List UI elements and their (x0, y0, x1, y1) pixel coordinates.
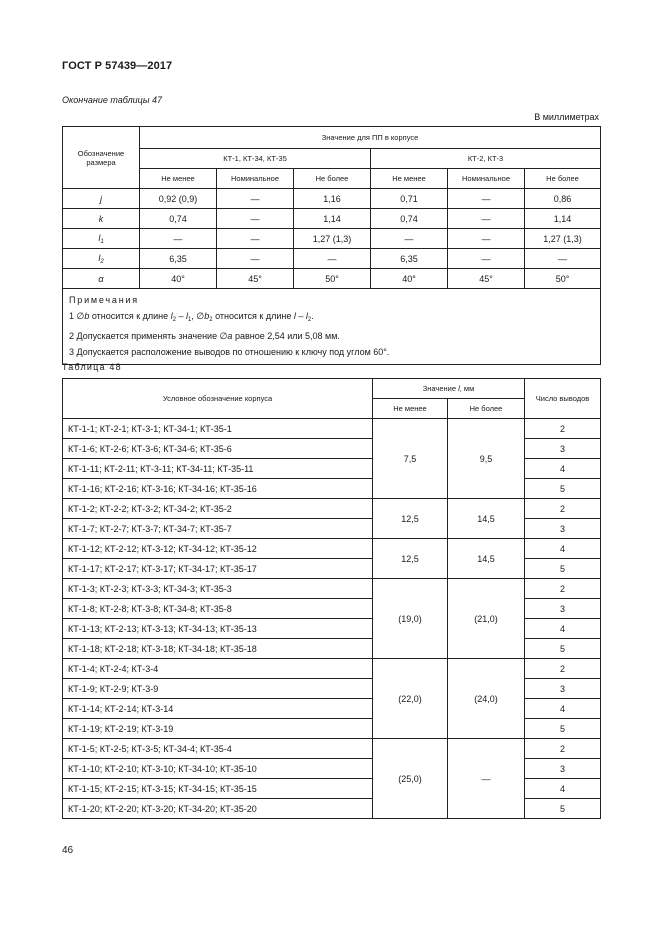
value-cell: 1,27 (1,3) (294, 229, 371, 249)
table-row (63, 739, 601, 759)
package-designation: КТ-1-9; КТ-2-9; КТ-3-9 (63, 679, 373, 699)
value-cell: 40° (140, 269, 217, 289)
package-designation: КТ-1-13; КТ-2-13; КТ-3-13; КТ-34-13; КТ-35-13 (63, 619, 373, 639)
value-cell: — (371, 229, 448, 249)
pin-count: 5 (525, 479, 601, 499)
value-cell: — (525, 249, 601, 269)
value-cell: — (448, 189, 525, 209)
subheader-max: Не более (448, 399, 525, 419)
subheader-min: Не менее (371, 169, 448, 189)
table-row (63, 579, 601, 599)
subheader-max: Не более (294, 169, 371, 189)
table47-row (63, 189, 601, 209)
value-cell: 45° (448, 269, 525, 289)
value-max: (21,0) (448, 579, 525, 659)
pin-count: 3 (525, 439, 601, 459)
table-row (63, 499, 601, 519)
package-designation: КТ-1-18; КТ-2-18; КТ-3-18; КТ-34-18; КТ-35-18 (63, 639, 373, 659)
notes-title: Примечания (69, 295, 139, 305)
value-max: 9,5 (448, 419, 525, 499)
value-cell: 50° (525, 269, 601, 289)
row-label: j (63, 189, 140, 209)
pin-count: 2 (525, 739, 601, 759)
package-designation: КТ-1-12; КТ-2-12; КТ-3-12; КТ-34-12; КТ-35-12 (63, 539, 373, 559)
value-max: 14,5 (448, 499, 525, 539)
table-row (63, 659, 601, 679)
value-cell: 1,14 (525, 209, 601, 229)
value-cell: — (448, 229, 525, 249)
pin-count: 2 (525, 419, 601, 439)
value-cell: 40° (371, 269, 448, 289)
group-header-2: КТ-2, КТ-3 (371, 149, 601, 169)
pin-count: 5 (525, 719, 601, 739)
package-designation: КТ-1-2; КТ-2-2; КТ-3-2; КТ-34-2; КТ-35-2 (63, 499, 373, 519)
pin-count: 5 (525, 639, 601, 659)
pin-count: 4 (525, 459, 601, 479)
value-min: (22,0) (373, 659, 448, 739)
pin-count: 5 (525, 559, 601, 579)
col-value-header: Значение для ПП в корпусе (140, 127, 601, 149)
note-3: 3 Допускается расположение выводов по отношению к ключу под углом 60°. (69, 347, 390, 357)
package-designation: КТ-1-14; КТ-2-14; КТ-3-14 (63, 699, 373, 719)
subheader-min: Не менее (140, 169, 217, 189)
row-label: $l_1$ (63, 229, 140, 249)
pin-count: 4 (525, 539, 601, 559)
table-47 (62, 126, 601, 365)
value-cell: 1,14 (294, 209, 371, 229)
value-cell: 0,86 (525, 189, 601, 209)
pin-count: 3 (525, 679, 601, 699)
value-cell: 6,35 (140, 249, 217, 269)
notes-block (63, 289, 601, 365)
table-row (63, 539, 601, 559)
value-cell: 0,92 (0,9) (140, 189, 217, 209)
row-label: $l_2$ (63, 249, 140, 269)
value-min: (19,0) (373, 579, 448, 659)
value-cell: — (294, 249, 371, 269)
value-cell: — (217, 189, 294, 209)
subheader-min: Не менее (373, 399, 448, 419)
value-cell: — (448, 209, 525, 229)
value-max: — (448, 739, 525, 819)
value-max: (24,0) (448, 659, 525, 739)
package-designation: КТ-1-15; КТ-2-15; КТ-3-15; КТ-34-15; КТ-35-15 (63, 779, 373, 799)
subheader-max: Не более (525, 169, 601, 189)
value-cell: 0,74 (371, 209, 448, 229)
package-designation: КТ-1-1; КТ-2-1; КТ-3-1; КТ-34-1; КТ-35-1 (63, 419, 373, 439)
pin-count: 2 (525, 579, 601, 599)
pin-count: 4 (525, 619, 601, 639)
pin-count: 4 (525, 699, 601, 719)
pin-count: 3 (525, 519, 601, 539)
pin-count: 4 (525, 779, 601, 799)
subheader-nom: Номинальное (448, 169, 525, 189)
document-title: ГОСТ Р 57439—2017 (62, 60, 173, 72)
value-min: 12,5 (373, 539, 448, 579)
table47-row (63, 229, 601, 249)
pin-count-header: Число выводов (525, 379, 601, 419)
package-designation: КТ-1-5; КТ-2-5; КТ-3-5; КТ-34-4; КТ-35-4 (63, 739, 373, 759)
pin-count: 2 (525, 499, 601, 519)
value-header: Значение l, мм (373, 379, 525, 399)
table-row (63, 419, 601, 439)
note-1: 1 ∅b относится к длине $l_2 - l_1$, $\emptyset b_2$ относится к длине l – $l_2$. (69, 311, 314, 323)
package-designation: КТ-1-11; КТ-2-11; КТ-3-11; КТ-34-11; КТ-35-11 (63, 459, 373, 479)
page-number: 46 (62, 845, 74, 856)
package-designation: КТ-1-16; КТ-2-16; КТ-3-16; КТ-34-16; КТ-35-16 (63, 479, 373, 499)
value-min: (25,0) (373, 739, 448, 819)
pin-count: 3 (525, 599, 601, 619)
value-cell: 50° (294, 269, 371, 289)
pin-count: 5 (525, 799, 601, 819)
package-designation: КТ-1-8; КТ-2-8; КТ-3-8; КТ-34-8; КТ-35-8 (63, 599, 373, 619)
value-cell: — (217, 249, 294, 269)
table47-row (63, 209, 601, 229)
pin-count: 3 (525, 759, 601, 779)
value-cell: 6,35 (371, 249, 448, 269)
value-min: 12,5 (373, 499, 448, 539)
package-designation: КТ-1-10; КТ-2-10; КТ-3-10; КТ-34-10; КТ-35-10 (63, 759, 373, 779)
package-designation: КТ-1-17; КТ-2-17; КТ-3-17; КТ-34-17; КТ-35-17 (63, 559, 373, 579)
package-designation: КТ-1-20; КТ-2-20; КТ-3-20; КТ-34-20; КТ-35-20 (63, 799, 373, 819)
value-cell: — (217, 229, 294, 249)
subheader-nom: Номинальное (217, 169, 294, 189)
row-label: k (63, 209, 140, 229)
units-label: В миллиметрах (534, 112, 599, 122)
table48-caption: Таблица 48 (62, 362, 122, 372)
table47-caption: Окончание таблицы 47 (62, 95, 162, 105)
value-cell: 1,16 (294, 189, 371, 209)
value-cell: — (217, 209, 294, 229)
package-designation: КТ-1-4; КТ-2-4; КТ-3-4 (63, 659, 373, 679)
package-designation: КТ-1-7; КТ-2-7; КТ-3-7; КТ-34-7; КТ-35-7 (63, 519, 373, 539)
table47-row (63, 249, 601, 269)
value-cell: — (140, 229, 217, 249)
value-cell: 0,74 (140, 209, 217, 229)
package-designation: КТ-1-6; КТ-2-6; КТ-3-6; КТ-34-6; КТ-35-6 (63, 439, 373, 459)
table-48 (62, 378, 601, 819)
row-label: α (63, 269, 140, 289)
designation-header: Условное обозначение корпуса (63, 379, 373, 419)
value-cell: 1,27 (1,3) (525, 229, 601, 249)
col-designation-header: Обозначение размера (63, 127, 140, 189)
note-2: 2 Допускается применять значение ∅a равное 2,54 или 5,08 мм. (69, 331, 340, 341)
value-min: 7,5 (373, 419, 448, 499)
value-max: 14,5 (448, 539, 525, 579)
value-cell: — (448, 249, 525, 269)
group-header-1: КТ-1, КТ-34, КТ-35 (140, 149, 371, 169)
pin-count: 2 (525, 659, 601, 679)
table47-row (63, 269, 601, 289)
package-designation: КТ-1-3; КТ-2-3; КТ-3-3; КТ-34-3; КТ-35-3 (63, 579, 373, 599)
value-cell: 45° (217, 269, 294, 289)
package-designation: КТ-1-19; КТ-2-19; КТ-3-19 (63, 719, 373, 739)
value-cell: 0,71 (371, 189, 448, 209)
